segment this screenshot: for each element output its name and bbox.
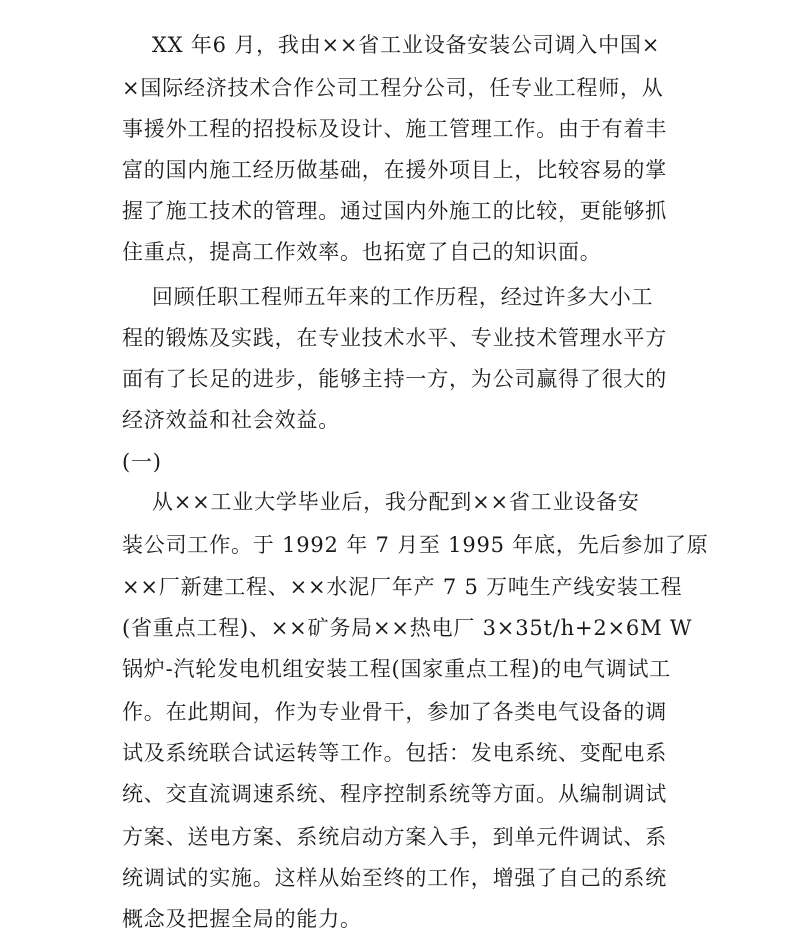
text-line: (省重点工程)、××矿务局××热电厂 3×35t/h+2×6M W (122, 616, 693, 640)
text-line: 经济效益和社会效益。 (122, 408, 340, 432)
text-line: 概念及把握全局的能力。 (122, 907, 362, 931)
text-line: 作。在此期间，作为专业骨干，参加了各类电气设备的调 (122, 700, 667, 724)
text-line: 面有了长足的进步，能够主持一方，为公司赢得了很大的 (122, 367, 667, 391)
text-line: XX 年6 月，我由××省工业设备安装公司调入中国× (122, 33, 661, 57)
text-line: 富的国内施工经历做基础，在援外项目上，比较容易的掌 (122, 158, 667, 182)
text-line: 事援外工程的招投标及设计、施工管理工作。由于有着丰 (122, 117, 667, 141)
text-line: 统调试的实施。这样从始至终的工作，增强了自己的系统 (122, 866, 667, 890)
text-line: 握了施工技术的管理。通过国内外施工的比较，更能够抓 (122, 199, 667, 223)
text-line: 方案、送电方案、系统启动方案入手，到单元件调试、系 (122, 825, 667, 849)
text-line: 试及系统联合试运转等工作。包括：发电系统、变配电系 (122, 741, 667, 765)
section-heading: (一) (122, 450, 162, 474)
text-line: 程的锻炼及实践，在专业技术水平、专业技术管理水平方 (122, 326, 667, 350)
text-line: ××厂新建工程、××水泥厂年产 7 5 万吨生产线安装工程 (122, 575, 683, 599)
text-line: 从××工业大学毕业后，我分配到××省工业设备安 (122, 490, 640, 514)
text-line: 锅炉-汽轮发电机组安装工程(国家重点工程)的电气调试工 (122, 657, 672, 681)
text-line: ×国际经济技术合作公司工程分公司，任专业工程师，从 (122, 76, 664, 100)
text-line: 装公司工作。于 1992 年 7 月至 1995 年底，先后参加了原 (122, 533, 709, 557)
text-line: 统、交直流调速系统、程序控制系统等方面。从编制调试 (122, 782, 667, 806)
text-line: 住重点，提高工作效率。也拓宽了自己的知识面。 (122, 240, 602, 264)
text-line: 回顾任职工程师五年来的工作历程，经过许多大小工 (122, 285, 654, 309)
